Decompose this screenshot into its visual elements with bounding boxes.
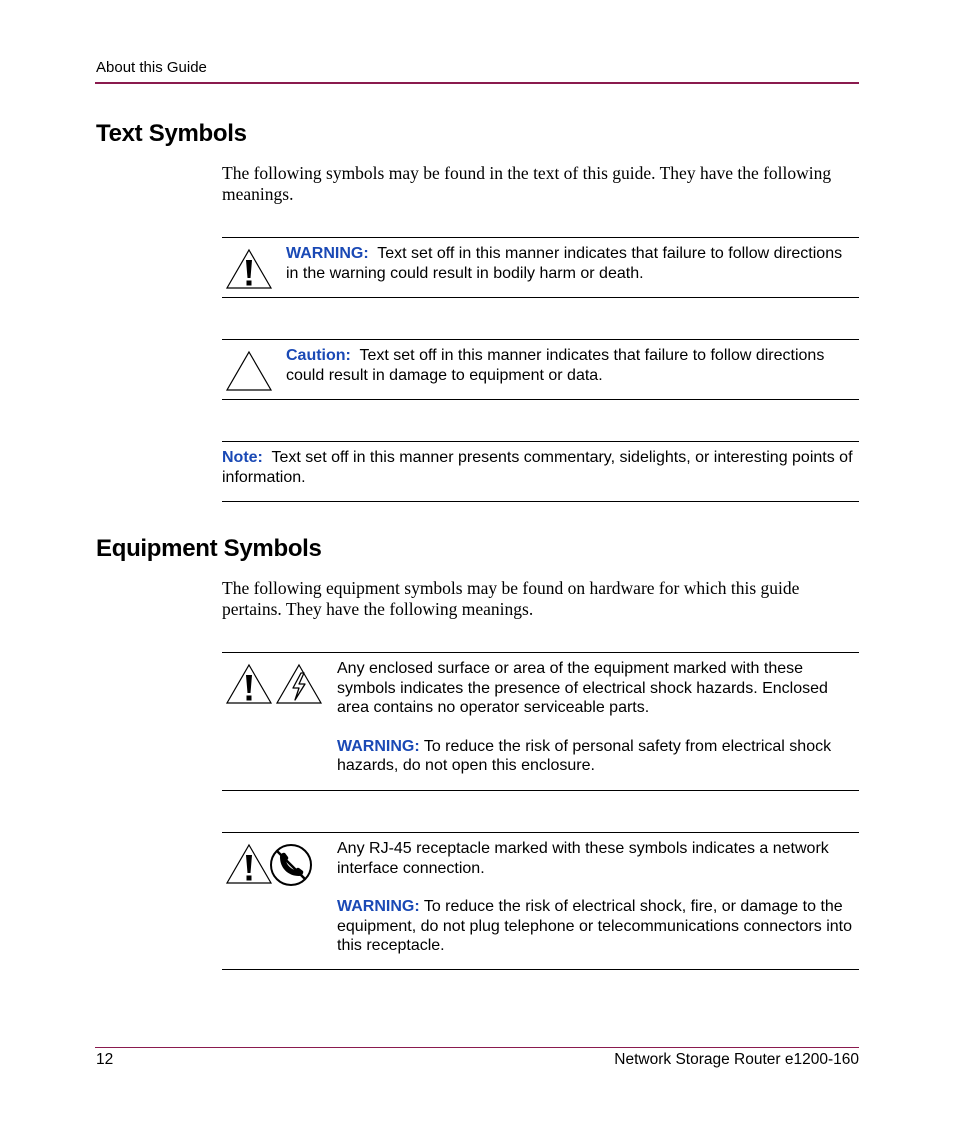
rj45-warning-text: To reduce the risk of electrical shock, fire, or damage to the equipment, do not plug telephone or telecommunications connectors into this receptacle.: [337, 898, 852, 954]
text-symbols-heading: Text Symbols: [96, 120, 247, 147]
shock-warning: [337, 737, 857, 776]
note-label: Note:: [222, 449, 263, 466]
warning-top-rule: [222, 237, 859, 238]
shock-notice: [337, 659, 857, 776]
note-top-rule: [222, 441, 859, 442]
rj45-warning-label: WARNING:: [337, 898, 420, 915]
note-notice: [222, 448, 856, 487]
caution-top-rule: [222, 339, 859, 340]
warning-exclamation-icon: [224, 662, 274, 706]
note-bottom-rule: [222, 501, 859, 502]
rj45-text: Any RJ-45 receptacle marked with these symbols indicates a network interface connection.: [337, 840, 829, 877]
footer-rule: [95, 1047, 859, 1048]
warning-bottom-rule: [222, 297, 859, 298]
equipment-symbols-intro: The following equipment symbols may be found on hardware for which this guide pertains. They have the following meanings.: [222, 578, 800, 619]
shock-warning-text: To reduce the risk of personal safety from electrical shock hazards, do not open this enclosure.: [337, 737, 832, 774]
warning-notice: [286, 244, 846, 283]
warning-exclamation-icon: [224, 842, 274, 886]
footer-product-name: Network Storage Router e1200-160: [614, 1051, 859, 1068]
rj45-bottom-rule: [222, 969, 859, 970]
rj45-notice: [337, 839, 857, 956]
rj45-warning: [337, 897, 857, 956]
caution-bottom-rule: [222, 399, 859, 400]
equipment-symbols-heading: Equipment Symbols: [96, 535, 322, 562]
caution-triangle-icon: [224, 349, 274, 393]
warning-text: Text set off in this manner indicates that failure to follow directions in the warning could result in bodily harm or death.: [286, 245, 843, 282]
warning-label: WARNING:: [286, 245, 369, 262]
running-header: About this Guide: [96, 59, 207, 76]
electrical-shock-icon: [274, 662, 324, 706]
rj45-top-rule: [222, 832, 859, 833]
header-rule: [95, 82, 859, 84]
warning-exclamation-icon: [224, 247, 274, 291]
no-telephone-icon: [268, 842, 314, 888]
note-text: Text set off in this manner presents commentary, sidelights, or interesting points of information.: [222, 449, 853, 486]
page-number: 12: [96, 1051, 114, 1068]
caution-notice: [286, 346, 851, 385]
shock-text: Any enclosed surface or area of the equipment marked with these symbols indicates the presence of electrical shock hazards. Enclosed area contains no operator serviceable parts.: [337, 660, 828, 716]
caution-text: Text set off in this manner indicates that failure to follow directions could result in damage to equipment or data.: [286, 347, 825, 384]
shock-bottom-rule: [222, 790, 859, 791]
shock-warning-label: WARNING:: [337, 737, 420, 755]
shock-top-rule: [222, 652, 859, 653]
caution-label: Caution:: [286, 347, 351, 364]
text-symbols-intro: The following symbols may be found in the text of this guide. They have the following meanings.: [222, 163, 832, 204]
